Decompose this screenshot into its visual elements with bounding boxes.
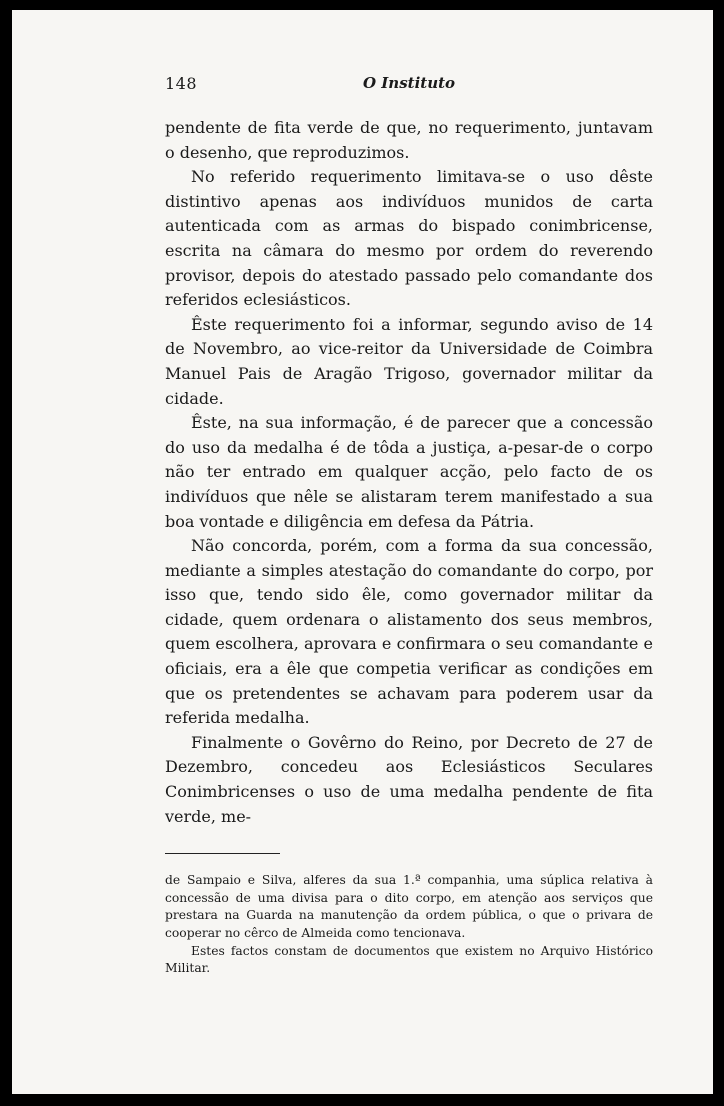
paragraph: No referido requerimento limitava-se o uso dêste distintivo apenas aos indivíduos munidos de carta autenticada com as armas do bispado conimbricense, escrita na câmara do mesmo por ordem do reverendo provisor, depois do atestado passado pelo comandante dos referidos eclesiásticos. — [165, 167, 653, 310]
footnote-divider — [165, 853, 280, 854]
paragraph: Não concorda, porém, com a forma da sua concessão, mediante a simples atestação do comandante do corpo, por isso que, tendo sido êle, como governador militar da cidade, quem ordenara o alistamento dos seus membros, quem escolhera, aprovara e confirmara o seu comandante e oficiais, era a êle que competia verificar as condições em que os pretendentes se achavam para poderem usar da referida medalha. — [165, 536, 653, 728]
paragraph: Êste, na sua informação, é de parecer que a concessão do uso da medalha é de tôda a justiça, a-pesar-de o corpo não ter entrado em qualquer acção, pelo facto de os indivíduos que nêle se alistaram terem manifestado a sua boa vontade e diligência em defesa da Pátria. — [165, 413, 653, 531]
body-text — [165, 116, 653, 829]
running-title: O Instituto — [363, 74, 456, 92]
page-number: 148 — [165, 74, 198, 93]
paragraph: Êste requerimento foi a informar, segundo aviso de 14 de Novembro, ao vice-reitor da Universidade de Coimbra Manuel Pais de Aragão Trigoso, governador militar da cidade. — [165, 314, 653, 408]
footnotes — [165, 872, 653, 978]
paragraph: pendente de fita verde de que, no requerimento, juntavam o desenho, que reproduzimos. — [165, 118, 653, 162]
page-header — [165, 72, 653, 100]
footnote-paragraph: Estes factos constam de documentos que existem no Arquivo Histórico Militar. — [165, 943, 653, 976]
footnote-paragraph: de Sampaio e Silva, alferes da sua 1.ª companhia, uma súplica relativa à concessão de uma divisa para o dito corpo, em atenção aos serviços que prestara na Guarda na manutenção da ordem pública, o que o privara de cooperar no cêrco de Almeida como tencionava. — [165, 873, 653, 940]
book-page — [12, 10, 713, 1094]
page-content — [165, 72, 653, 978]
paragraph: Finalmente o Govêrno do Reino, por Decreto de 27 de Dezembro, concedeu aos Eclesiásticos Seculares Conimbricenses o uso de uma medalha pendente de fita verde, me- — [165, 732, 653, 826]
